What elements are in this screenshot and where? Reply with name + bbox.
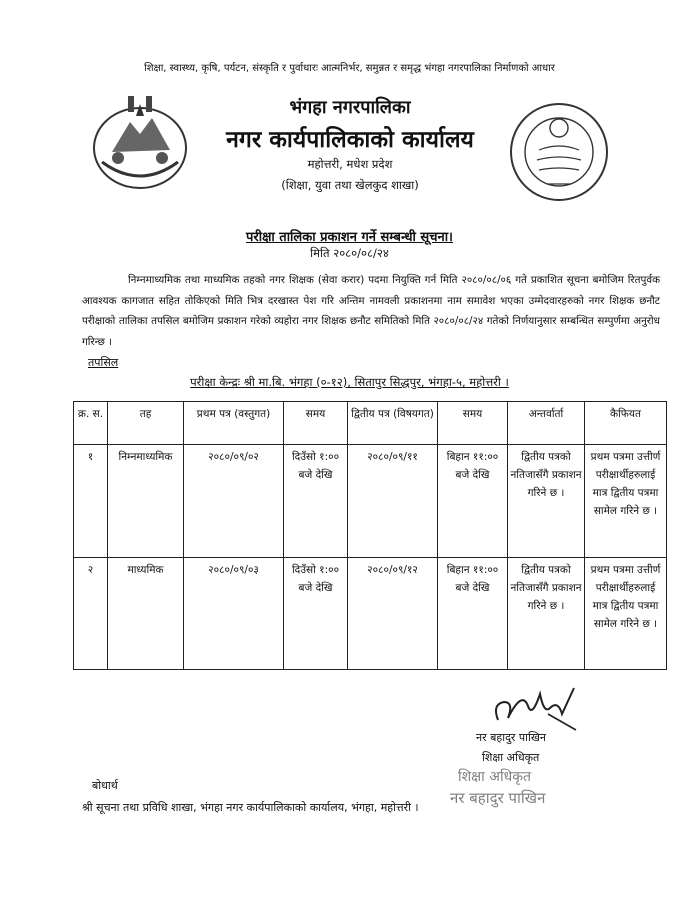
signatory-name: नर बहादुर पाखिन [476,731,546,744]
cell-serial: २ [74,557,108,670]
nepal-emblem-logo [88,92,192,196]
table-row [74,445,667,558]
notice-date: मिति २०८०/०८/२४ [310,246,389,260]
signatory-role: शिक्षा अधिकृत [482,751,540,764]
table-header-row [74,402,667,445]
cell-level: माध्यमिक [108,557,184,670]
cell-time-2: बिहान ११:०० बजे देखि [438,445,508,558]
col-header-time-1: समय [284,402,348,445]
col-header-time-2: समय [438,402,508,445]
cell-first-paper-date: २०८०/०९/०३ [184,557,284,670]
tapsil-label: तपसिल [88,356,119,369]
slogan: शिक्षा, स्वास्थ्य, कृषि, पर्यटन, संस्कृति र पुर्वाधारः आत्मनिर्भर, समुन्नत र समृद्ध भंगहा नगरपालिका निर्माणको आधार [144,63,555,74]
col-header-interview: अन्तर्वार्ता [508,402,585,445]
office-address: महोत्तरी, मधेश प्रदेश [307,157,393,171]
cell-level: निम्नमाध्यमिक [108,445,184,558]
cell-serial: १ [74,445,108,558]
exam-schedule-table [73,401,667,670]
cell-remarks: प्रथम पत्रमा उत्तीर्ण परीक्षार्थीहरुलाई मात्र द्वितीय पत्रमा सामेल गरिने छ । [585,557,667,670]
cell-second-paper-date: २०८०/०९/११ [348,445,438,558]
svg-text:शिक्षा अधिकृत: शिक्षा अधिकृत [458,769,531,785]
cc-heading: बोधार्थ [92,779,118,792]
cell-time-1: दिउँसो १:०० बजे देखि [284,445,348,558]
cell-time-2: बिहान ११:०० बजे देखि [438,557,508,670]
col-header-first-paper: प्रथम पत्र (वस्तुगत) [184,402,284,445]
cell-interview: द्वितीय पत्रको नतिजासँगै प्रकाशन गरिने छ । [508,445,585,558]
cc-recipient: श्री सूचना तथा प्रविधि शाखा, भंगहा नगर कार्यपालिकाको कार्यालय, भंगहा, महोत्तरी । [82,801,419,814]
col-header-remarks: कैफियत [585,402,667,445]
col-header-second-paper: द्वितीय पत्र (विषयगत) [348,402,438,445]
table-row [74,557,667,670]
svg-text:नर बहादुर पाखिन: नर बहादुर पाखिन [450,789,546,807]
notice-title: परीक्षा तालिका प्रकाशन गर्ने सम्बन्धी सूचना। [246,230,453,245]
cell-interview: द्वितीय पत्रको नतिजासँगै प्रकाशन गरिने छ । [508,557,585,670]
handwritten-signature [488,684,578,732]
notice-body: निम्नमाध्यमिक तथा माध्यमिक तहको नगर शिक्षक (सेवा करार) पदमा नियुक्ति गर्न मिति २०८०/०८/०६ गते प्रकाशित सूचना बमोजिम रितपुर्वक आवश्यक कागजात सहित तोकिएको मिति भित्र दरखास्त पेश गरि अन्तिम नामवली प्रकाशनमा नाम समावेश भएका उम्मेदवारहरुको नगर शिक्षक छनौट परीक्षाको तालिका तपसिल बमोजिम प्रकाशन गरेको व्यहोरा नगर शिक्षक छनौट समितिको मिति २०८०/०८/२४ गतेको निर्णयानुसार सम्बन्धित सम्पुर्णमा अनुरोध गरिन्छ । [82,274,660,348]
cell-first-paper-date: २०८०/०९/०२ [184,445,284,558]
cell-second-paper-date: २०८०/०९/१२ [348,557,438,670]
office-name: नगर कार्यपालिकाको कार्यालय [226,127,474,153]
cell-remarks: प्रथम पत्रमा उत्तीर्ण परीक्षार्थीहरुलाई मात्र द्वितीय पत्रमा सामेल गरिने छ । [585,445,667,558]
col-header-serial: क्र. स. [74,402,108,445]
branch-name: (शिक्षा, युवा तथा खेलकुद शाखा) [281,178,419,192]
municipality-name: भंगहा नगरपालिका [289,97,411,118]
cell-time-1: दिउँसो १:०० बजे देखि [284,557,348,670]
col-header-level: तह [108,402,184,445]
exam-center: परीक्षा केन्द्रः श्री मा.बि. भंगहा (०-१२), सितापुर सिद्धपुर, भंगहा-५, महोत्तरी । [190,375,509,389]
officer-name-stamp [446,763,596,813]
office-seal-stamp [505,98,613,206]
